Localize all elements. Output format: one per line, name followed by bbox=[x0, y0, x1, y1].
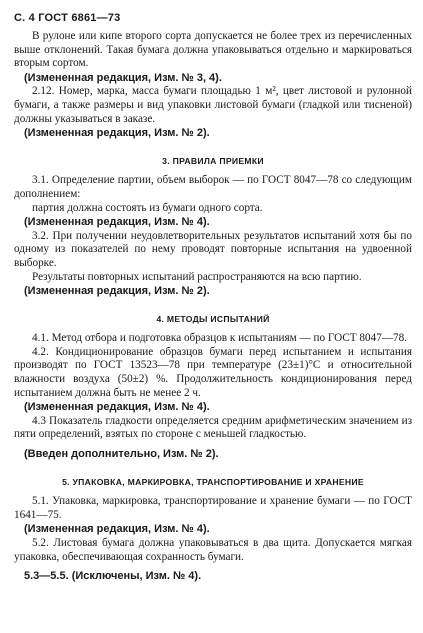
paragraph: 4.1. Метод отбора и подготовка образцов к испытаниям — по ГОСТ 8047—78. bbox=[32, 332, 407, 345]
section-heading-section4: 4. МЕТОДЫ ИСПЫТАНИЙ bbox=[156, 313, 270, 324]
paragraph: В рулоне или кипе второго сорта допускается не более трех из перечисленных выше отклонений. Такая бумага должна упаковываться отдельно и маркироваться вторым сортом. bbox=[14, 30, 412, 70]
paragraph: 4.3 Показатель гладкости определяется средним арифметическим значением из пяти определений, взятых по стороне с меньшей гладкостью. bbox=[14, 414, 412, 441]
amendment-note: (Измененная редакция, Изм. № 4). bbox=[24, 216, 210, 229]
amendment-note: (Введен дополнительно, Изм. № 2). bbox=[24, 448, 219, 461]
paragraph: 3.2. При получении неудовлетворительных результатов испытаний хотя бы по одному из показателей по нему проводят повторные испытания на удвоенной выборке. bbox=[14, 229, 412, 269]
paragraph: 5.2. Листовая бумага должна упаковываться в два щита. Допускается мягкая упаковка, обеспечивающая сохранность бумаги. bbox=[14, 537, 412, 563]
spacer bbox=[14, 564, 412, 569]
paragraph: 2.12. Номер, марка, масса бумаги площадью 1 м², цвет листовой и рулонной бумаги, а также размеры и вид упаковки листовой бумаги (гладкой или тисненой) должны указываться в заказе. bbox=[14, 85, 412, 125]
amendment-note: (Измененная редакция, Изм. № 2). bbox=[24, 127, 210, 140]
paragraph: Результаты повторных испытаний распространяются на всю партию. bbox=[32, 270, 362, 283]
amendment-note: 5.3—5.5. (Исключены, Изм. № 4). bbox=[24, 570, 202, 583]
amendment-note: (Измененная редакция, Изм. № 3, 4). bbox=[24, 71, 222, 84]
paragraph: 5.1. Упаковка, маркировка, транспортирование и хранение бумаги — по ГОСТ 1641—75. bbox=[14, 495, 412, 521]
page-header: С. 4 ГОСТ 6861—73 bbox=[14, 12, 121, 24]
amendment-note: (Измененная редакция, Изм. № 4). bbox=[24, 401, 210, 414]
section-heading-section5: 5. УПАКОВКА, МАРКИРОВКА, ТРАНСПОРТИРОВАНИЕ И ХРАНЕНИЕ bbox=[62, 476, 364, 487]
section-heading-section3: 3. ПРАВИЛА ПРИЕМКИ bbox=[162, 155, 264, 166]
amendment-note: (Измененная редакция, Изм. № 2). bbox=[24, 285, 210, 298]
document-body bbox=[14, 30, 412, 584]
paragraph: партия должна состоять из бумаги одного сорта. bbox=[32, 201, 263, 214]
spacer bbox=[14, 442, 412, 447]
amendment-note: (Измененная редакция, Изм. № 4). bbox=[24, 523, 210, 536]
paragraph: 3.1. Определение партии, объем выборок — по ГОСТ 8047—78 со следующим дополнением: bbox=[14, 174, 412, 200]
paragraph: 4.2. Кондиционирование образцов бумаги перед испытанием и испытания производят по ГОСТ 13523—78 при температуре (23±1)°С и относительной влажности воздуха (50±2) %. Продолжительность кондиционирования перед испытанием должна быть не менее 2 ч. bbox=[14, 345, 412, 399]
